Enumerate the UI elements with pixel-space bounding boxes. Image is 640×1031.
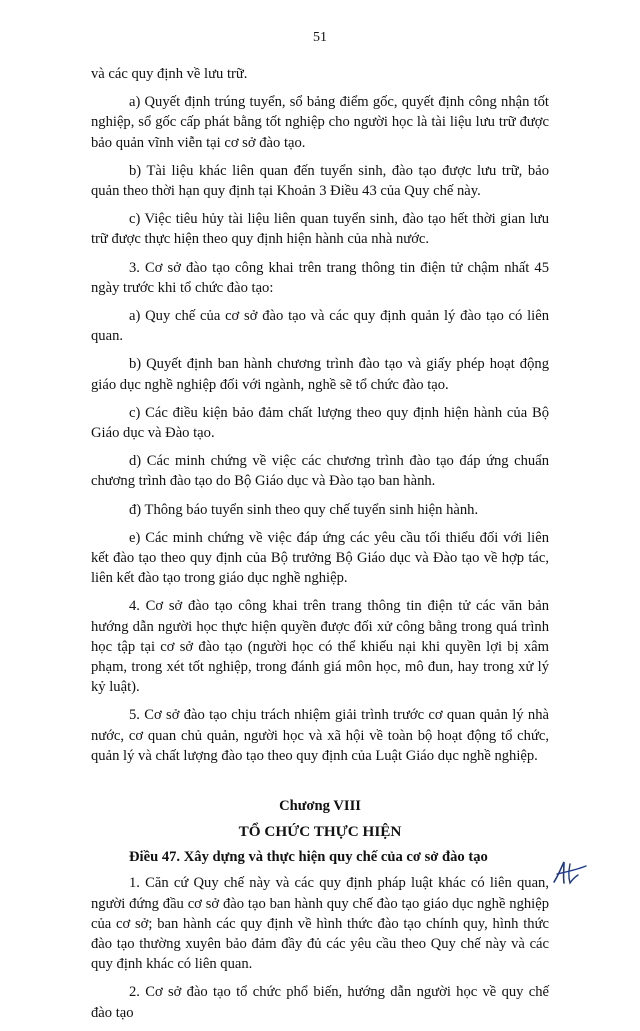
paragraph: b) Tài liệu khác liên quan đến tuyển sinh, đào tạo được lưu trữ, bảo quản theo thời hạn quy định tại Khoản 3 Điều 43 của Quy chế này. [91, 162, 549, 200]
section-after-chapter [91, 873, 549, 1022]
chapter-title: TỔ CHỨC THỰC HIỆN [238, 823, 402, 841]
paragraph: 4. Cơ sở đào tạo công khai trên trang thông tin điện tử các văn bản hướng dẫn người học thực hiện quyền được đối xử công bằng trong quá trình học tập tại cơ sở đào tạo (người học có thể khiếu nại khi quyền lợi bị xâm phạm, trong xét tốt nghiệp, trong đánh giá môn học, mô đun, hay trong xử lý kỷ luật). [91, 598, 549, 696]
article-title: Điều 47. Xây dựng và thực hiện quy chế của cơ sở đào tạo [129, 849, 488, 866]
paragraph: c) Việc tiêu hủy tài liệu liên quan tuyển sinh, đào tạo hết thời gian lưu trữ được thực hiện theo quy định hiện hành của nhà nước. [91, 211, 549, 248]
paragraph: 2. Cơ sở đào tạo tổ chức phổ biến, hướng dẫn người học về quy chế đào tạo [91, 984, 549, 1021]
section-before-chapter [91, 64, 549, 766]
chapter-heading [91, 796, 549, 842]
paragraph: a) Quy chế của cơ sở đào tạo và các quy định quản lý đào tạo có liên quan. [91, 308, 549, 345]
paragraph: 1. Căn cứ Quy chế này và các quy định pháp luật khác có liên quan, người đứng đầu cơ sở đào tạo ban hành quy chế đào tạo giáo dục nghề nghiệp của cơ sở; ban hành các quy định về hình thức đào tạo chính quy, hình thức đào tạo thường xuyên bảo đảm đầy đủ các yêu cầu theo Quy chế này và các quy định khác có liên quan. [91, 875, 549, 973]
paragraph: b) Quyết định ban hành chương trình đào tạo và giấy phép hoạt động giáo dục nghề nghiệp đối với ngành, nghề sẽ tổ chức đào tạo. [91, 356, 549, 393]
document-body [91, 64, 549, 1031]
paragraph: a) Quyết định trúng tuyển, sổ bảng điểm gốc, quyết định công nhận tốt nghiệp, sổ gốc cấp phát bằng tốt nghiệp cho người học là tài liệu lưu trữ được bảo quản vĩnh viễn tại cơ sở đào tạo. [91, 94, 549, 151]
paragraph: 5. Cơ sở đào tạo chịu trách nhiệm giải trình trước cơ quan quản lý nhà nước, cơ quan chủ quản, người học và xã hội về toàn bộ hoạt động tổ chức, quản lý và chất lượng đào tạo theo quy định của Luật Giáo dục nghề nghiệp. [91, 707, 549, 764]
handwritten-initials [548, 858, 590, 888]
paragraph: c) Các điều kiện bảo đảm chất lượng theo quy định hiện hành của Bộ Giáo dục và Đào tạo. [91, 404, 549, 442]
page-number: 51 [313, 30, 327, 45]
paragraph: d) Các minh chứng về việc các chương trình đào tạo đáp ứng chuẩn chương trình đào tạo do Bộ Giáo dục và Đào tạo ban hành. [91, 453, 549, 490]
paragraph: e) Các minh chứng về việc đáp ứng các yêu cầu tối thiểu đối với liên kết đào tạo theo quy định của Bộ trưởng Bộ Giáo dục và Đào tạo về hợp tác, liên kết đào tạo trong giáo dục nghề nghiệp. [91, 529, 549, 587]
chapter-number: Chương VIII [279, 798, 361, 815]
paragraph: và các quy định về lưu trữ. [91, 66, 248, 82]
paragraph: 3. Cơ sở đào tạo công khai trên trang thông tin điện tử chậm nhất 45 ngày trước khi tổ chức đào tạo: [91, 259, 549, 296]
paragraph: đ) Thông báo tuyển sinh theo quy chế tuyển sinh hiện hành. [129, 501, 479, 518]
